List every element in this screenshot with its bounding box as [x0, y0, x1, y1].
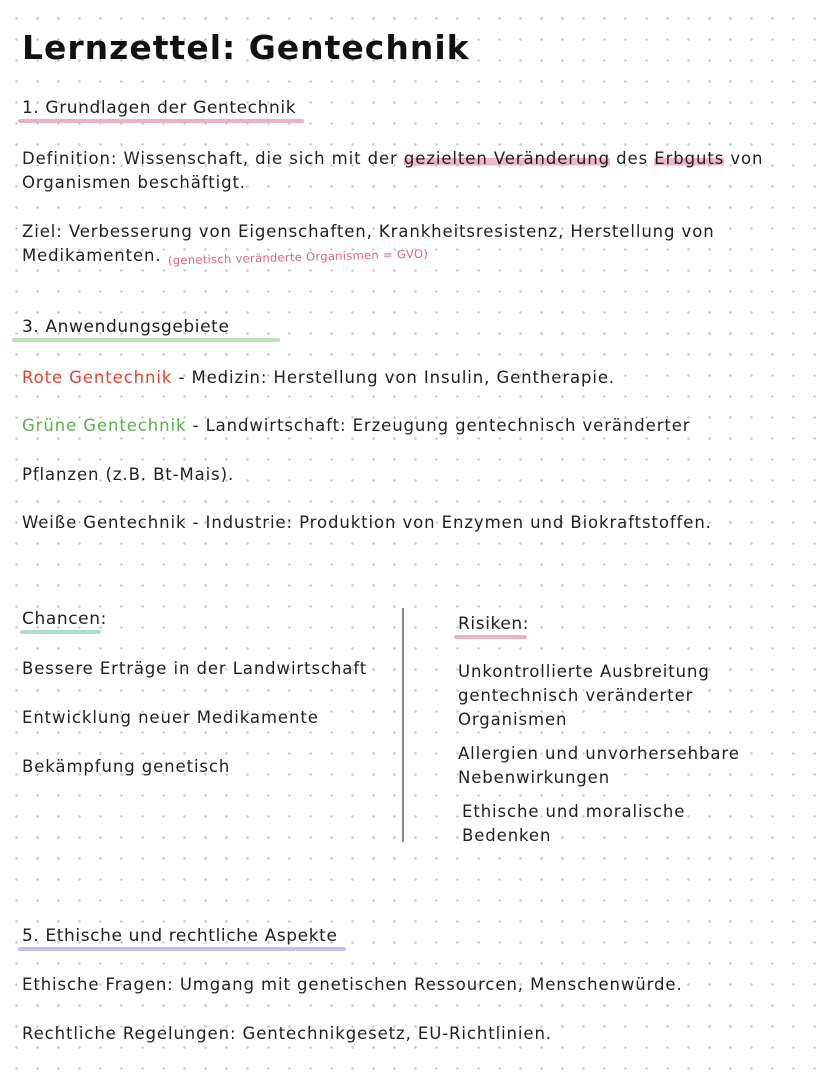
green-biotech-label: Grüne Gentechnik: [22, 416, 187, 435]
risiken-heading: Risiken:: [458, 614, 529, 634]
risiken-item-3: Ethische und moralische Bedenken: [462, 802, 686, 845]
white-biotech-line: Weiße Gentechnik - Industrie: Produktion von Enzymen und Biokraftstoffen.: [22, 513, 712, 532]
highlight-gezielte-veraenderung: gezielten Veränderung: [403, 149, 611, 168]
green-biotech-line-2: Pflanzen (z.B. Bt-Mais).: [22, 465, 235, 484]
column-divider: [402, 608, 404, 842]
ethics-line: Ethische Fragen: Umgang mit genetischen Ressourcen, Menschenwürde.: [22, 975, 683, 994]
highlight-erbguts: Erbguts: [654, 149, 725, 168]
red-biotech-label: Rote Gentechnik: [22, 368, 173, 387]
goal-line-1: Ziel: Verbesserung von Eigenschaften, Krankheitsresistenz, Herstellung von: [22, 222, 715, 241]
page-title: Lernzettel: Gentechnik: [22, 28, 470, 67]
risiken-item-1: Unkontrollierte Ausbreitung gentechnisch veränderter Organismen: [458, 662, 710, 729]
chancen-item: Bekämpfung genetisch: [22, 757, 231, 776]
chancen-heading: Chancen:: [22, 609, 107, 629]
goal-line-2: Medikamenten. (genetisch veränderte Organismen = GVO): [22, 244, 428, 269]
chancen-item: Bessere Erträge in der Landwirtschaft: [22, 659, 368, 678]
definition-line-2: Organismen beschäftigt.: [22, 173, 246, 192]
law-line: Rechtliche Regelungen: Gentechnikgesetz, EU-Richtlinien.: [22, 1024, 552, 1043]
section-3-heading: 3. Anwendungsgebiete: [22, 317, 230, 337]
gvo-note: (genetisch veränderte Organismen = GVO): [167, 246, 429, 268]
section-1-heading: 1. Grundlagen der Gentechnik: [22, 98, 296, 118]
definition-line-1: Definition: Wissenschaft, die sich mit der gezielten Veränderung des Erbguts von: [22, 149, 764, 168]
risiken-item-2: Allergien und unvorhersehbare Nebenwirkungen: [458, 744, 740, 787]
red-biotech-line: Rote Gentechnik - Medizin: Herstellung von Insulin, Gentherapie.: [22, 368, 616, 387]
section-5-heading: 5. Ethische und rechtliche Aspekte: [22, 926, 338, 946]
chancen-item: Entwicklung neuer Medikamente: [22, 708, 319, 727]
green-biotech-line: Grüne Gentechnik - Landwirtschaft: Erzeugung gentechnisch veränderter: [22, 416, 691, 435]
